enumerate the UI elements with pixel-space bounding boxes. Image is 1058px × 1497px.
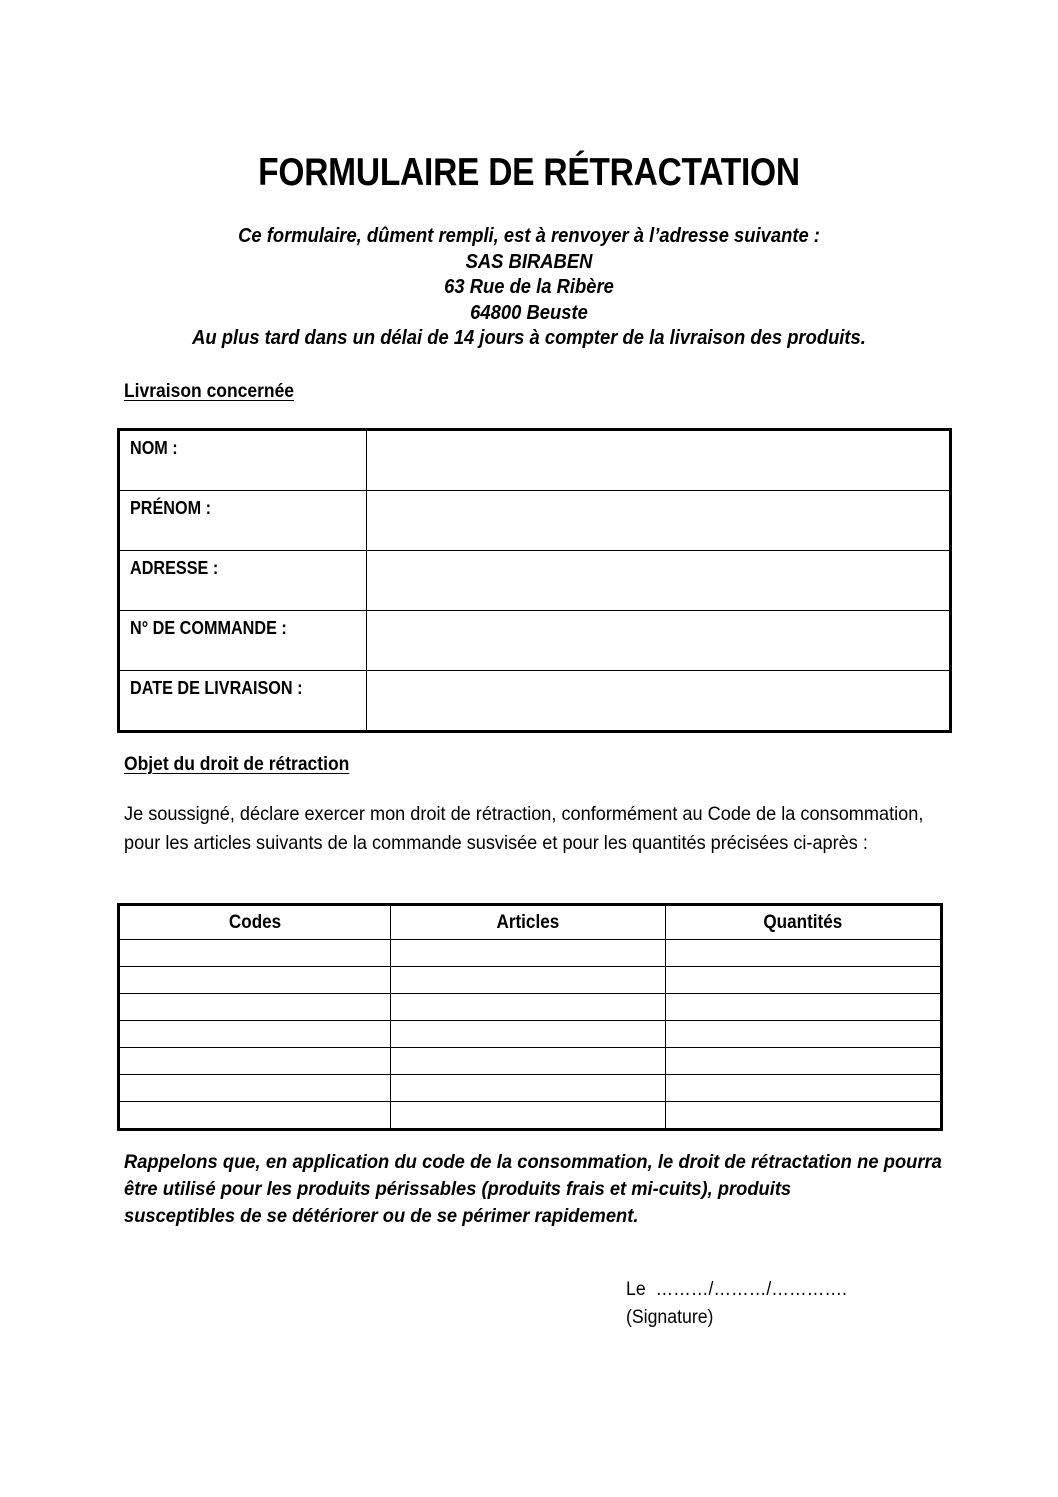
intro-instruction-line: Ce formulaire, dûment rempli, est à renvoyer à l’adresse suivante : — [238, 225, 820, 247]
table-row — [119, 430, 951, 491]
table-row — [119, 611, 951, 671]
field-label-nom: NOM : — [119, 430, 367, 491]
column-header-quantites: Quantités — [666, 905, 942, 940]
warning-text-end: susceptibles de se détériorer ou de se périmer rapidement. — [124, 1205, 639, 1227]
field-value-adresse[interactable] — [367, 551, 951, 611]
articles-table — [117, 903, 943, 1131]
cell-code[interactable] — [119, 1048, 391, 1075]
cell-code[interactable] — [119, 967, 391, 994]
cell-article[interactable] — [391, 1048, 666, 1075]
cell-quantite[interactable] — [666, 1102, 942, 1130]
section-heading-delivery: Livraison concernée — [124, 381, 295, 402]
signature-caption: (Signature) — [626, 1307, 714, 1328]
deadline-notice: Au plus tard dans un délai de 14 jours à compter de la livraison des produits. — [192, 327, 866, 349]
cell-code[interactable] — [119, 1075, 391, 1102]
declaration-text: Je soussigné, déclare exercer mon droit de rétraction, conformément au Code de la consommation, pour les articles suivants de la commande susvisée et pour les quantités précisées ci-après : — [124, 803, 924, 854]
table-row — [119, 994, 942, 1021]
table-row — [119, 967, 942, 994]
signature-date-line[interactable]: Le ………/………/…………. — [626, 1279, 847, 1300]
table-row — [119, 551, 951, 611]
company-street: 63 Rue de la Ribère — [444, 276, 614, 298]
field-label-numero-commande: N° DE COMMANDE : — [119, 611, 367, 671]
table-row — [119, 491, 951, 551]
cell-quantite[interactable] — [666, 967, 942, 994]
table-row — [119, 1021, 942, 1048]
cell-code[interactable] — [119, 1102, 391, 1130]
cell-article[interactable] — [391, 1021, 666, 1048]
cell-code[interactable] — [119, 994, 391, 1021]
signature-block — [626, 1276, 864, 1332]
cell-article[interactable] — [391, 1075, 666, 1102]
page-title: FORMULAIRE DE RÉTRACTATION — [258, 151, 800, 195]
cell-quantite[interactable] — [666, 1075, 942, 1102]
field-label-date-livraison: DATE DE LIVRAISON : — [119, 671, 367, 732]
cell-article[interactable] — [391, 1102, 666, 1130]
column-header-articles: Articles — [391, 905, 666, 940]
cell-quantite[interactable] — [666, 1021, 942, 1048]
field-value-nom[interactable] — [367, 430, 951, 491]
table-row — [119, 940, 942, 967]
delivery-details-table — [117, 428, 952, 733]
field-label-prenom: PRÉNOM : — [119, 491, 367, 551]
cell-quantite[interactable] — [666, 994, 942, 1021]
warning-text-main: Rappelons que, en application du code de la consommation, le droit de rétractation ne pourra être utilisé pour les produits périssables (produits frais et mi-cuits), produits — [124, 1151, 942, 1200]
return-address-block — [0, 224, 1058, 352]
table-row — [119, 1048, 942, 1075]
field-value-numero-commande[interactable] — [367, 611, 951, 671]
declaration-paragraph — [124, 800, 924, 858]
cell-code[interactable] — [119, 1021, 391, 1048]
section-heading-withdrawal: Objet du droit de rétraction — [124, 754, 350, 775]
cell-article[interactable] — [391, 940, 666, 967]
column-header-codes: Codes — [119, 905, 391, 940]
field-value-prenom[interactable] — [367, 491, 951, 551]
field-value-date-livraison[interactable] — [367, 671, 951, 732]
cell-code[interactable] — [119, 940, 391, 967]
table-header-row — [119, 905, 942, 940]
field-label-adresse: ADRESSE : — [119, 551, 367, 611]
cell-article[interactable] — [391, 967, 666, 994]
table-row — [119, 1075, 942, 1102]
cell-quantite[interactable] — [666, 940, 942, 967]
table-row — [119, 1102, 942, 1130]
warning-paragraph — [124, 1149, 942, 1230]
cell-quantite[interactable] — [666, 1048, 942, 1075]
table-row — [119, 671, 951, 732]
cell-article[interactable] — [391, 994, 666, 1021]
company-name: SAS BIRABEN — [465, 250, 593, 273]
company-city: 64800 Beuste — [470, 301, 588, 324]
